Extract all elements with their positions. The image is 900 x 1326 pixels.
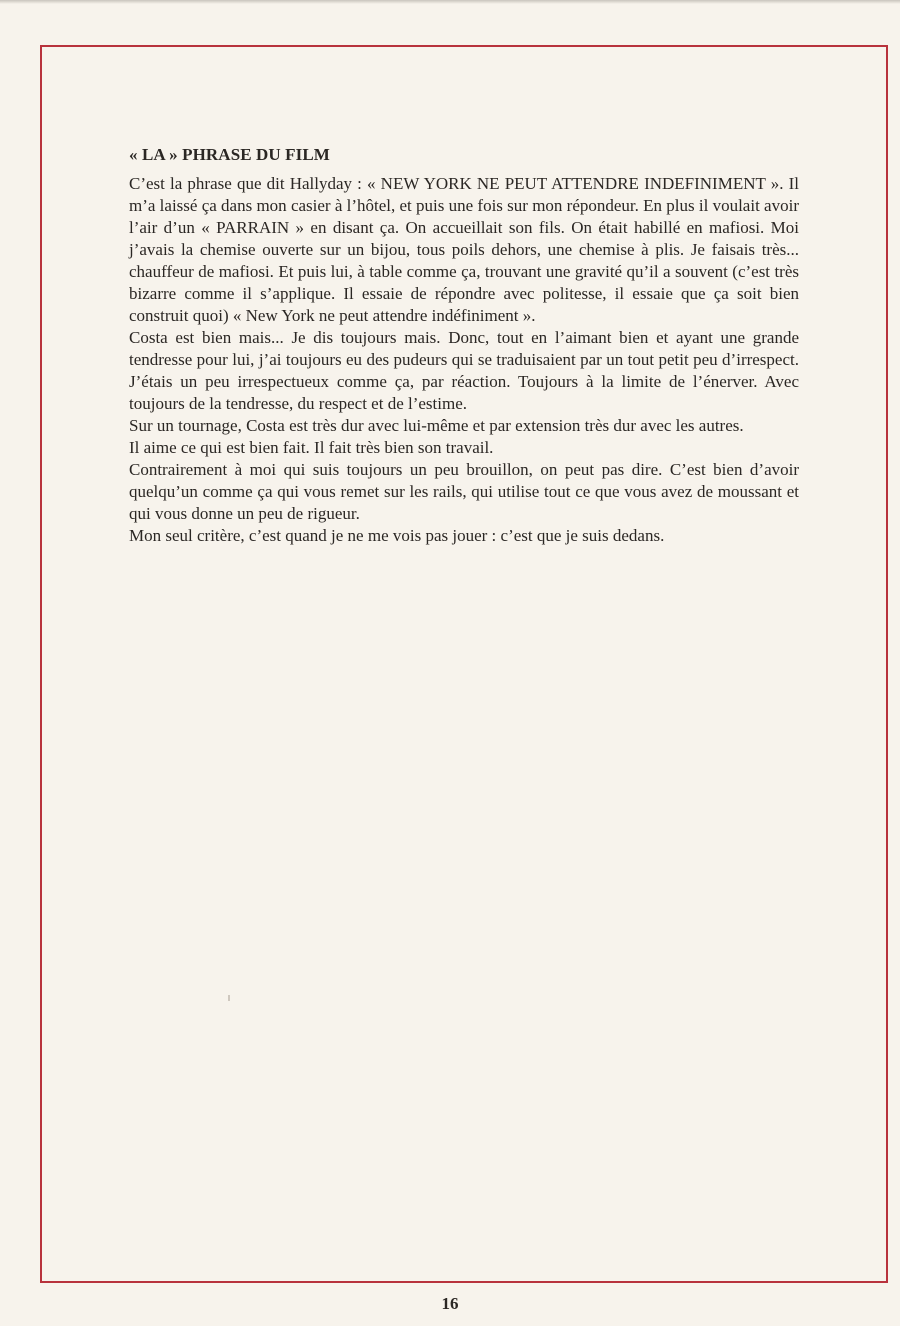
paragraph-4: Il aime ce qui est bien fait. Il fait très bien son travail. (129, 438, 494, 457)
page-number: 16 (441, 1294, 459, 1313)
paragraph-2: Costa est bien mais... Je dis toujours mais. Donc, tout en l’aimant bien et ayant une grande tendresse pour lui, j’ai toujours eu des pudeurs qui se traduisaient par un tout petit peu d’irrespect. J’étais un peu irrespectueux comme ça, par réaction. Toujours à la limite de l’énerver. Avec toujours de la tendresse, du respect et de l’estime. (129, 328, 799, 413)
paragraph-3: Sur un tournage, Costa est très dur avec lui-même et par extension très dur avec les autres. (129, 416, 744, 435)
paper-speck (228, 995, 230, 1001)
article-body (129, 143, 799, 547)
page-top-edge (0, 0, 900, 4)
section-heading: « LA » PHRASE DU FILM (129, 145, 330, 164)
paragraph-6: Mon seul critère, c’est quand je ne me vois pas jouer : c’est que je suis dedans. (129, 526, 665, 545)
paragraph-1: C’est la phrase que dit Hallyday : « NEW YORK NE PEUT ATTENDRE INDEFINIMENT ». Il m’a laissé ça dans mon casier à l’hôtel, et puis une fois sur mon répondeur. En plus il voulait avoir l’air d’un « PARRAIN » en disant ça. On accueillait son fils. On était habillé en mafiosi. Moi j’avais la chemise ouverte sur un bijou, tous poils dehors, une chemise à plis. Je faisais très... chauffeur de mafiosi. Et puis lui, à table comme ça, trouvant une gravité qu’il a souvent (c’est très bizarre comme il s’applique. Il essaie de répondre avec politesse, il essaie que ça soit bien construit quoi) « New York ne peut attendre indéfiniment ». (129, 174, 799, 325)
paragraph-5: Contrairement à moi qui suis toujours un peu brouillon, on peut pas dire. C’est bien d’avoir quelqu’un comme ça qui vous remet sur les rails, qui utilise tout ce que vous avez de moussant et qui vous donne un peu de rigueur. (129, 460, 799, 523)
